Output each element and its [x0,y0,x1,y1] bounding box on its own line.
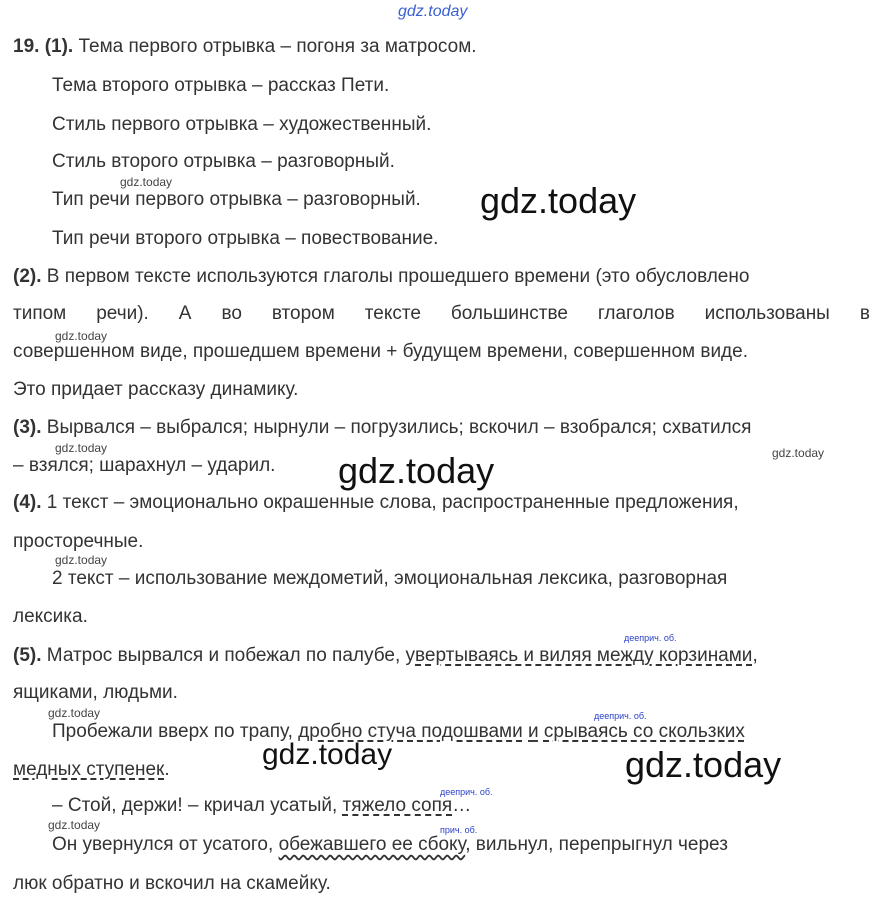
s3-line-2: – взялся; шарахнул – ударил. [13,455,276,476]
s5-line-1 [13,644,758,668]
s5-text: Пробежали вверх по трапу, [52,721,293,742]
s5-line-7: люк обратно и вскочил на скамейку. [13,873,331,894]
watermark-top: gdz.today [398,3,468,20]
s4-text: 1 текст – эмоционально окрашенные слова, распространенные предложения, [46,492,739,513]
punct: , [752,645,758,666]
participle-phrase: обежавшего ее сбоку [278,834,466,855]
adverbial-phrase: увертываясь и виляя между корзинами [405,645,753,666]
s2-number: (2). [13,266,42,287]
s4-line-4: лексика. [13,606,88,627]
s4-line-1 [13,491,739,515]
s2-line-1 [13,265,749,289]
s3-line-1 [13,416,751,440]
s5-line-5 [52,794,471,818]
word: втором [271,303,335,324]
s5-text: Матрос вырвался и побежал по палубе, [46,645,401,666]
punct: … [452,795,472,816]
annotation-participle-phrase: дееприч. об. [594,711,647,721]
watermark-small: gdz.today [48,706,101,720]
word: большинстве [450,303,568,324]
word: использованы [704,303,830,324]
annotation-participle-phrase: дееприч. об. [624,633,677,643]
s2-line-4: Это придает рассказу динамику. [13,379,299,400]
annotation-participle: прич. об. [440,825,478,835]
s1-line-4: Стиль второго отрывка – разговорный. [52,151,395,172]
s3-number: (3). [13,417,42,438]
s5-text: , вильнул, перепрыгнул через [465,834,728,855]
s5-text: – Стой, держи! – кричал усатый, [52,795,338,816]
s2-text: В первом тексте используются глаголы прошедшего времени (это обусловлено [46,266,750,287]
word: речи). [96,303,149,324]
s1-line-3: Стиль первого отрывка – художественный. [52,114,432,135]
word: во [221,303,242,324]
s4-number: (4). [13,492,42,513]
s2-line-2 [13,302,870,326]
s2-line-3: совершенном виде, прошедшем времени + будущем времени, совершенном виде. [13,341,748,362]
watermark-small: gdz.today [55,329,108,343]
watermark-small: gdz.today [48,818,101,832]
watermark-medium: gdz.today [262,738,393,771]
word: глаголов [597,303,675,324]
adverbial-phrase: срываясь со скользких [543,721,745,742]
s5-text: Он увернулся от усатого, [52,834,274,855]
s1-text: Тема первого отрывка – погоня за матросом. [78,36,477,57]
s5-line-2: ящиками, людьми. [13,682,178,703]
watermark-large: gdz.today [625,744,782,785]
annotation-participle-phrase: дееприч. об. [440,787,493,797]
watermark-large: gdz.today [338,450,495,491]
s3-text: Вырвался – выбрался; нырнули – погрузились; вскочил – взобрался; схватился [46,417,752,438]
word: в [859,303,870,324]
s5-line-3 [52,720,745,744]
s5-line-4 [13,758,170,782]
watermark-small: gdz.today [55,441,108,455]
s1-line-6: Тип речи второго отрывка – повествование. [52,228,439,249]
watermark-small: gdz.today [55,553,108,567]
s1-line-2: Тема второго отрывка – рассказ Пети. [52,75,390,96]
word: А [178,303,192,324]
adverbial-phrase: дробно стуча подошвами [298,721,523,742]
s4-line-3: 2 текст – использование междометий, эмоциональная лексика, разговорная [52,568,728,589]
adverbial-phrase: медных ступенек [13,759,165,780]
s1-line-1 [13,35,477,59]
s5-number: (5). [13,645,42,666]
watermark-large: gdz.today [480,180,637,221]
s1-line-5: Тип речи первого отрывка – разговорный. [52,189,421,210]
word: тексте [364,303,421,324]
s5-line-6 [52,833,728,857]
watermark-small: gdz.today [772,446,825,460]
adverbial-phrase: тяжело сопя [342,795,453,816]
word: типом [13,303,67,324]
conjunction: и [528,721,539,742]
watermark-small: gdz.today [120,175,173,189]
punct: . [164,759,170,780]
s4-line-2: просторечные. [13,531,144,552]
s1-number: 19. (1). [13,36,74,57]
